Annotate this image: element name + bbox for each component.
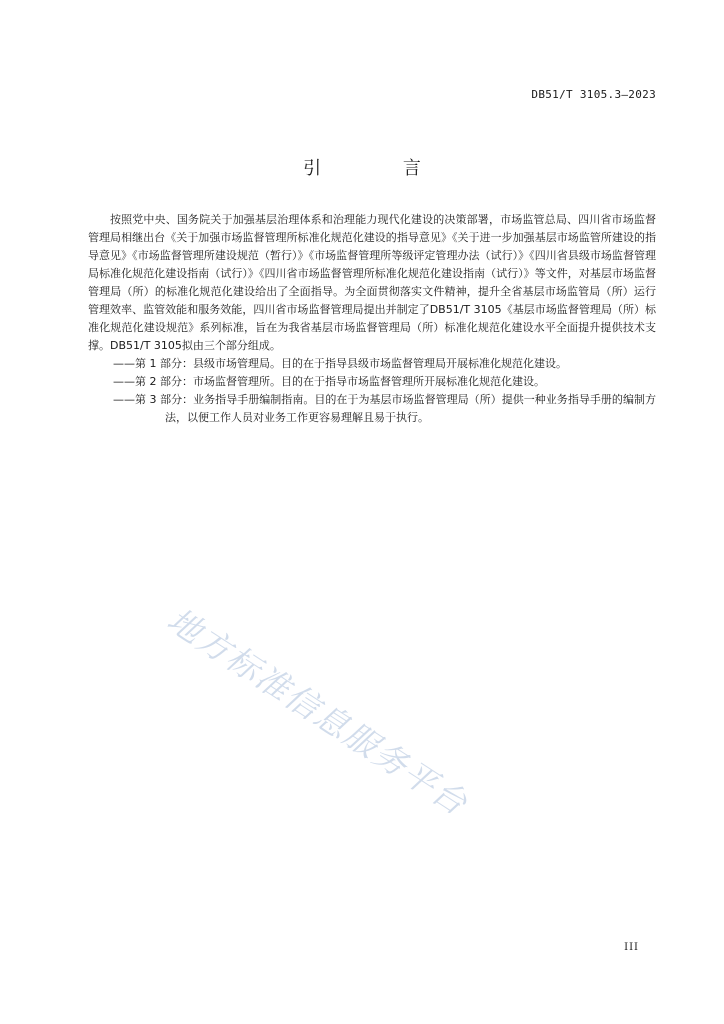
list-item-part-3: ——第 3 部分：业务指导手册编制指南。目的在于为基层市场监督管理局（所）提供一种业务指导手册的编制方法，以便工作人员对业务工作更容易理解且易于执行。 bbox=[113, 393, 656, 424]
list-item-part-1: ——第 1 部分：县级市场管理局。目的在于指导县级市场监督管理局开展标准化规范化建设。 bbox=[113, 357, 567, 370]
list-item-part-2: ——第 2 部分：市场监督管理所。目的在于指导市场监督管理所开展标准化规范化建设。 bbox=[113, 375, 545, 388]
page-number: III bbox=[624, 942, 639, 953]
page-title: 引 言 bbox=[303, 158, 459, 179]
standard-code: DB51/T 3105.3—2023 bbox=[531, 88, 656, 101]
document-body bbox=[88, 211, 656, 427]
watermark: 地方标准信息服务平台 bbox=[160, 600, 476, 824]
intro-paragraph: 按照党中央、国务院关于加强基层治理体系和治理能力现代化建设的决策部署，市场监管总局、四川省市场监督管理局相继出台《关于加强市场监督管理所标准化规范化建设的指导意见》《关于进一步加强基层市场监管所建设的指导意见》《市场监督管理所建设规范（暂行）》《市场监督管理所等级评定管理办法（试行）》《四川省县级市场监督管理局标准化规范化建设指南（试行）》《四川省市场监督管理所标准化规范化建设指南（试行）》等文件，对基层市场监督管理局（所）的标准化规范化建设给出了全面指导。为全面贯彻落实文件精神，提升全省基层市场监管局（所）运行管理效率、监管效能和服务效能，四川省市场监督管理局提出并制定了DB51/T 3105《基层市场监督管理局（所）标准化规范化建设规范》系列标准，旨在为我省基层市场监督管理局（所）标准化规范化建设水平全面提升提供技术支撑。DB51/T 3105拟由三个部分组成。 bbox=[88, 213, 656, 352]
